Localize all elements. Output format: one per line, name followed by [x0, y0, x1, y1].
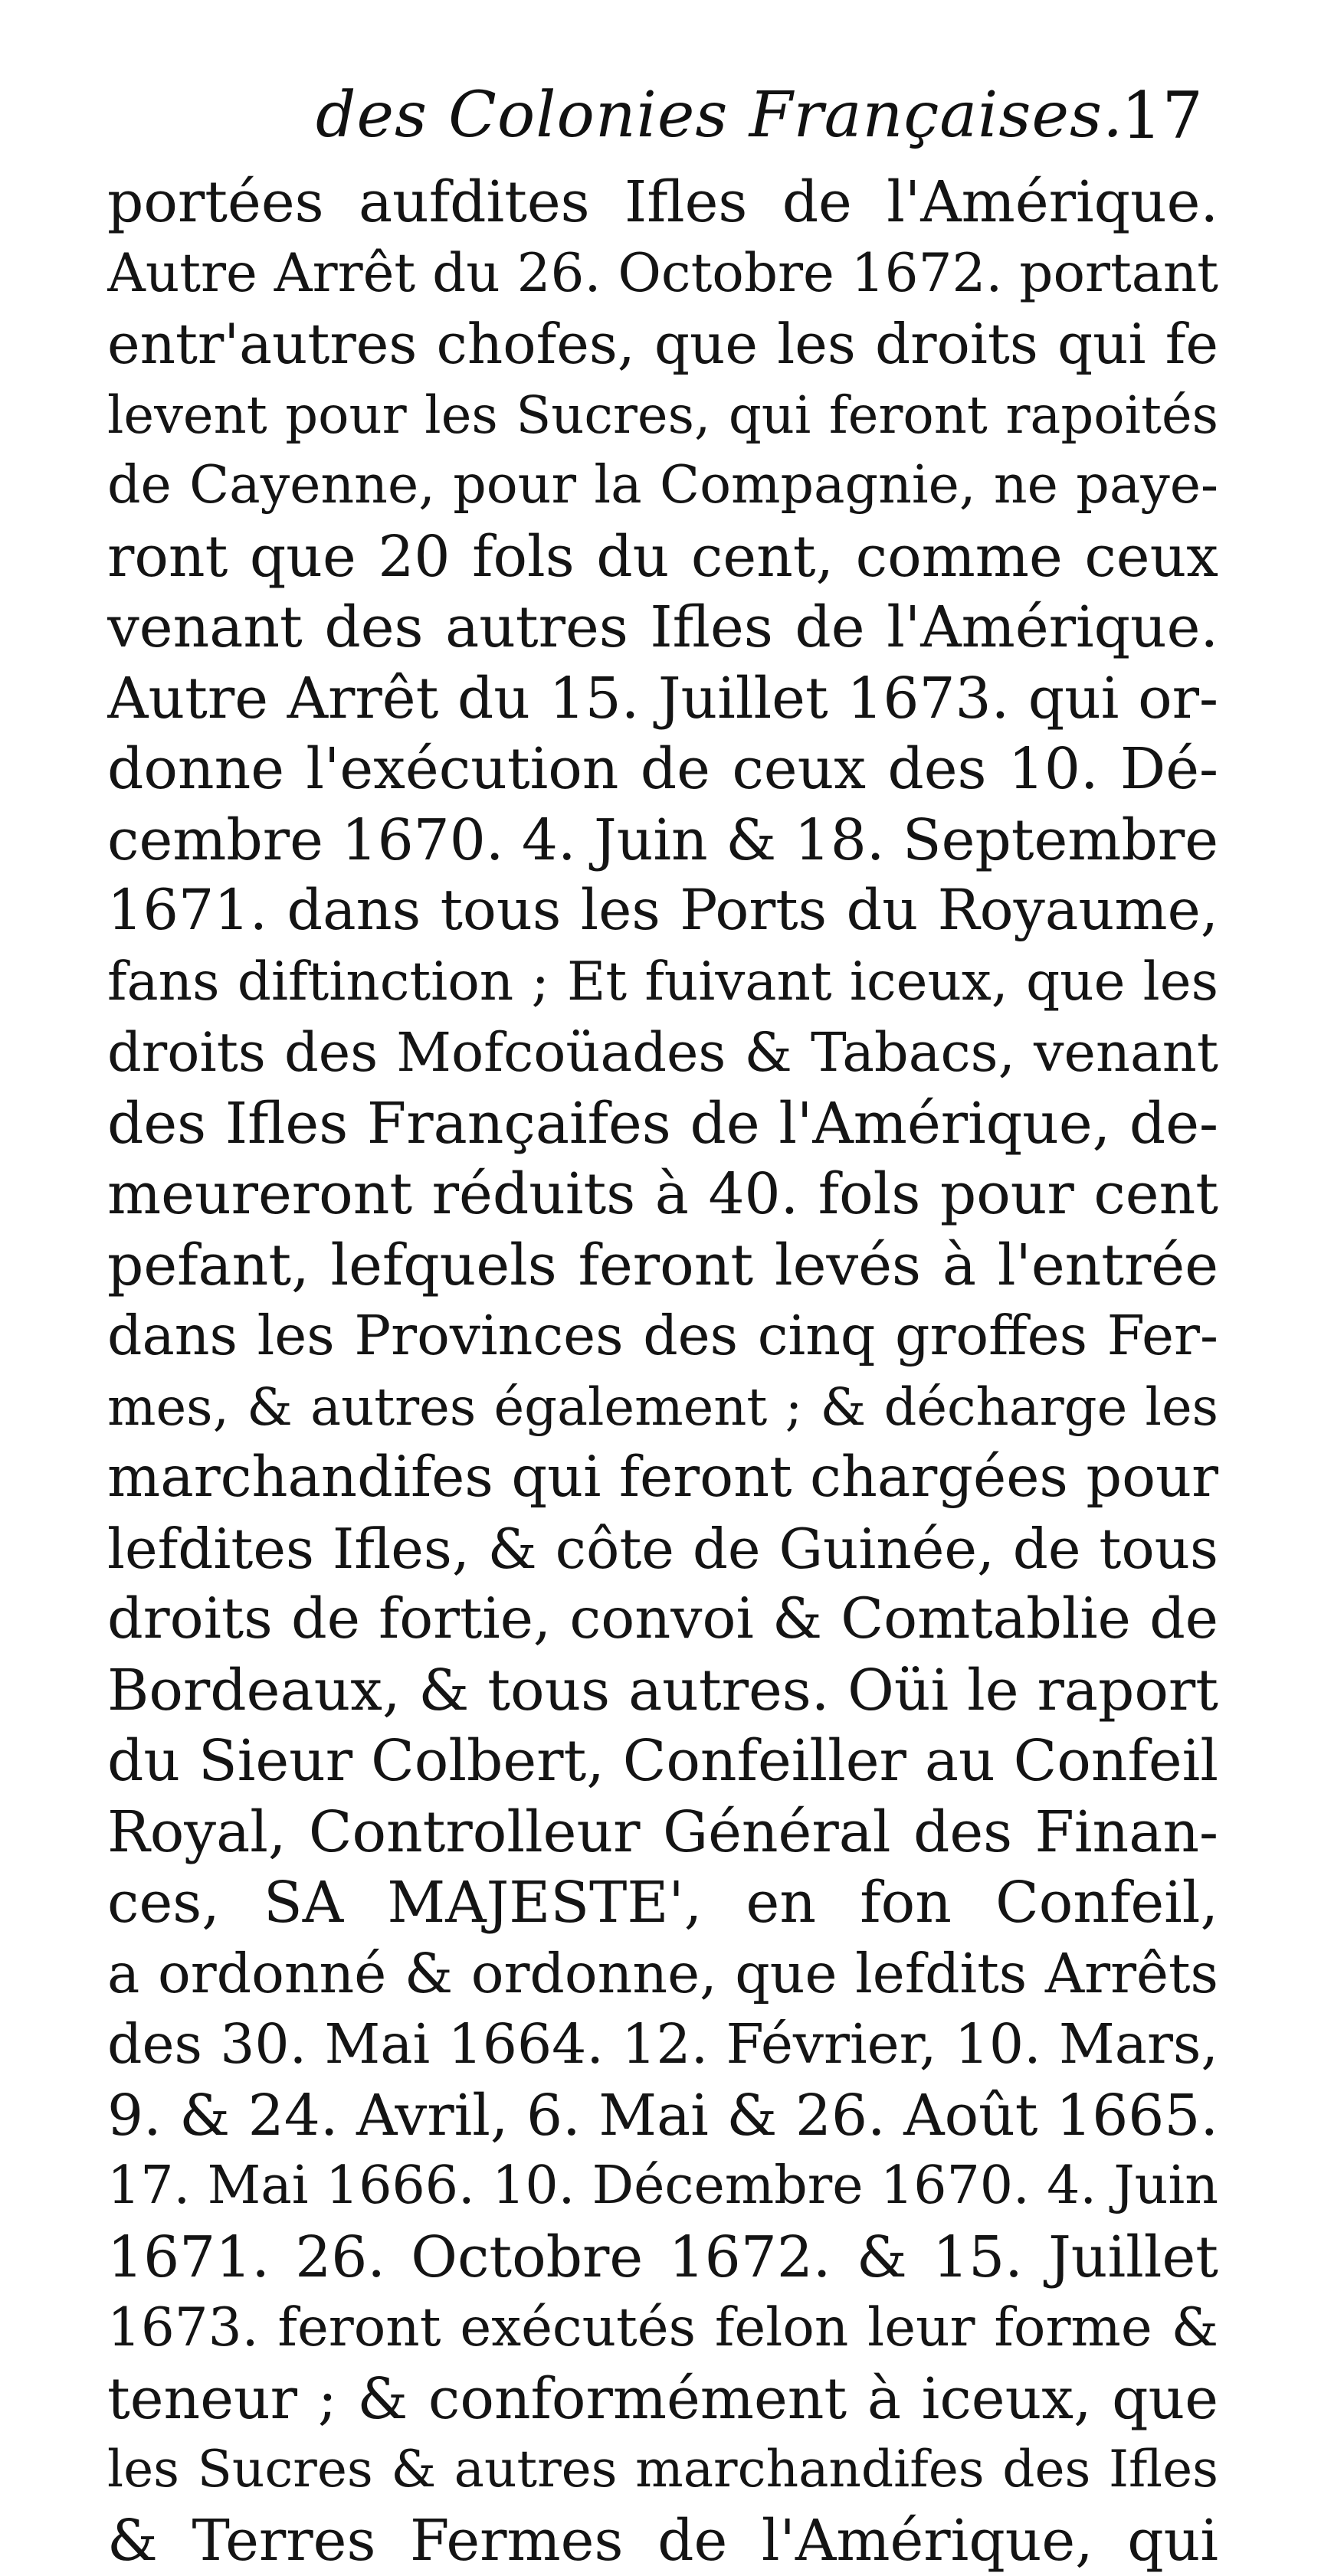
text-line: cembre 1670. 4. Juin & 18. Septembre: [107, 805, 1218, 876]
text-line: 17. Mai 1666. 10. Décembre 1670. 4. Juin: [107, 2151, 1218, 2222]
text-line: pefant, lefquels feront levés à l'entrée: [107, 1230, 1218, 1301]
text-line: meureront réduits à 40. fols pour cent: [107, 1159, 1218, 1230]
text-line: entr'autres chofes, que les droits qui fe: [107, 309, 1218, 380]
text-line: Autre Arrêt du 26. Octobre 1672. portant: [107, 238, 1218, 309]
text-line: des Ifles Françaifes de l'Amérique, de-: [107, 1088, 1218, 1160]
text-line: 1673. feront exécutés felon leur forme &: [107, 2293, 1218, 2364]
text-line: marchandifes qui feront chargées pour: [107, 1442, 1218, 1514]
text-line: venant des autres Ifles de l'Amérique.: [107, 592, 1218, 663]
text-line: droits de fortie, convoi & Comtablie de: [107, 1584, 1218, 1655]
text-line: Bordeaux, & tous autres. Oüi le raport: [107, 1655, 1218, 1727]
running-title: des Colonies Françaises.: [316, 74, 1123, 158]
page-number: 17: [1121, 74, 1203, 158]
text-line: les Sucres & autres marchandifes des Ifles: [107, 2434, 1218, 2506]
text-line: 9. & 24. Avril, 6. Mai & 26. Août 1665.: [107, 2080, 1218, 2152]
text-line: mes, & autres également ; & décharge les: [107, 1372, 1218, 1443]
body-text: [107, 167, 1218, 2576]
text-line: levent pour les Sucres, qui feront rapoités: [107, 380, 1218, 451]
text-line: fans diftinction ; Et fuivant iceux, que les: [107, 947, 1218, 1018]
text-line: a ordonné & ordonne, que lefdits Arrêts: [107, 1939, 1218, 2010]
text-line: dans les Provinces des cinq groffes Fer-: [107, 1301, 1218, 1372]
text-line: des 30. Mai 1664. 12. Février, 10. Mars,: [107, 2009, 1218, 2080]
page-header: [115, 74, 1218, 165]
text-line: lefdites Ifles, & côte de Guinée, de tous: [107, 1514, 1218, 1585]
text-line: de Cayenne, pour la Compagnie, ne paye-: [107, 450, 1218, 522]
text-line: droits des Mofcoüades & Tabacs, venant: [107, 1017, 1218, 1088]
text-line: donne l'exécution de ceux des 10. Dé-: [107, 734, 1218, 805]
text-line: portées aufdites Ifles de l'Amérique.: [107, 167, 1218, 238]
text-line: 1671. 26. Octobre 1672. & 15. Juillet: [107, 2222, 1218, 2293]
text-line: teneur ; & conformément à iceux, que: [107, 2364, 1218, 2435]
text-line: du Sieur Colbert, Confeiller au Confeil: [107, 1726, 1218, 1797]
text-line: ront que 20 fols du cent, comme ceux: [107, 522, 1218, 593]
text-line: Royal, Controlleur Général des Finan-: [107, 1797, 1218, 1868]
text-line: & Terres Fermes de l'Amérique, qui: [107, 2506, 1218, 2576]
text-line: Autre Arrêt du 15. Juillet 1673. qui or-: [107, 663, 1218, 735]
text-line: 1671. dans tous les Ports du Royaume,: [107, 876, 1218, 947]
text-line: ces, SA MAJESTE', en fon Confeil,: [107, 1867, 1218, 1939]
